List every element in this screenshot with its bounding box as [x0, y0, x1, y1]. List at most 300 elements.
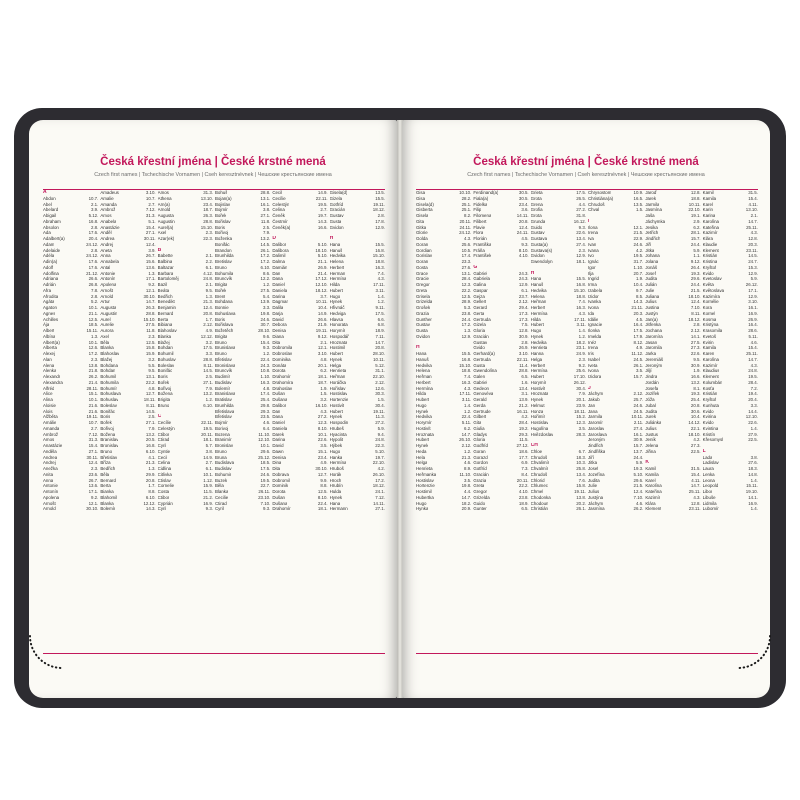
name-day-date: 9.9. [320, 477, 328, 483]
first-name: Alexej [43, 351, 55, 356]
first-name: Gvidon [329, 224, 344, 230]
name-day-date: 3.2. [148, 356, 156, 362]
name-day-date: 3.8. [205, 448, 213, 454]
first-name: Hýbek [329, 443, 343, 448]
name-day-date: 12.1. [317, 345, 328, 351]
first-name: Kristián [702, 253, 718, 259]
name-day-date: 20.3. [633, 310, 644, 316]
first-name: Hynek [530, 333, 544, 339]
first-name: Lada [702, 454, 713, 460]
first-name: Klement [702, 374, 719, 379]
first-name: Amos [43, 437, 55, 443]
name-day-date: 3.8. [750, 454, 758, 460]
first-name: Hermína [329, 276, 347, 282]
first-name: Bruno [214, 264, 227, 270]
name-day-date: 2.8. [377, 213, 385, 218]
name-day-date: 4.2. [377, 466, 385, 471]
name-column [158, 190, 213, 652]
first-name: Jonáš [645, 264, 658, 270]
first-name: Kryštof [702, 397, 717, 402]
first-name: Bojmír [214, 420, 228, 425]
first-name: Barbara [157, 270, 174, 276]
first-name: Hilda [329, 282, 340, 287]
name-day-date: 10.8. [260, 368, 271, 374]
name-day-date: 26.3. [145, 305, 156, 310]
first-name: Adolfina [43, 270, 59, 276]
name-day-date: 11.5. [519, 437, 529, 443]
first-name: Bohuslav [157, 356, 176, 362]
first-name: Izabela [587, 287, 603, 293]
name-day-date: 20.7. [633, 270, 644, 276]
name-day-date: 3.7. [320, 293, 328, 299]
first-name: Hospodin [329, 420, 349, 425]
first-name: Alenka [43, 368, 57, 374]
name-day-date: 2.8. [91, 247, 99, 253]
name-column [215, 190, 270, 652]
name-day-date: 25.6. [576, 368, 586, 374]
first-name: Hostivít [329, 402, 345, 408]
first-name: Gracián [329, 207, 346, 213]
first-name: Giulia [473, 425, 485, 431]
first-name: Golda [416, 236, 428, 241]
first-name: Andrej [43, 460, 56, 466]
first-name: Kora [702, 305, 712, 310]
name-day-date: 4.3. [750, 362, 758, 368]
first-name: Dominika [272, 356, 291, 362]
first-name: Hroznata [329, 339, 348, 345]
first-name: Boris [214, 316, 225, 322]
first-name: Ignác [587, 259, 599, 264]
name-day-date: 28.8. [518, 368, 529, 374]
first-name: Dana [272, 414, 283, 420]
name-day-date: 29.8. [260, 402, 271, 408]
first-name: Bernard [100, 477, 116, 483]
name-day-date: 12.3. [461, 282, 472, 287]
first-name: Gotfríd [473, 466, 487, 471]
first-name: Josef [587, 466, 599, 471]
first-name: Ctibor [157, 431, 170, 437]
first-name: C [157, 414, 162, 420]
name-day-date: 18.2. [461, 500, 472, 506]
name-day-date: 10.5. [461, 247, 472, 253]
name-day-date: 5.11. [461, 420, 472, 425]
first-name: Dita [272, 466, 281, 471]
name-day-date: 26.9. [748, 316, 758, 322]
name-day-date: 26.11. [258, 489, 271, 494]
name-day-date: 4.5. [521, 236, 529, 241]
name-day-date: 3.3. [205, 351, 213, 356]
name-day-date: 11.8. [260, 218, 271, 224]
first-name: Jeník [645, 437, 656, 443]
name-day-date: 12.4. [203, 305, 213, 310]
first-name: Helga [530, 356, 543, 362]
name-day-date: 3.1. [521, 391, 529, 397]
first-name: Jiřina [645, 448, 656, 454]
name-day-date: 20.1. [576, 397, 586, 402]
name-day-date: 15.4. [748, 195, 758, 201]
name-day-date: 24.12. [86, 241, 99, 247]
first-name: Branimír [214, 437, 232, 443]
first-name: Amos [100, 213, 112, 218]
name-day-date: 10.7. [145, 195, 156, 201]
first-name: Jáchymka [645, 218, 666, 224]
first-name: Bruno [157, 402, 170, 408]
name-day-date: 13.1. [145, 374, 156, 379]
name-day-date: 3.8. [262, 207, 271, 213]
name-day-date: 2.12. [633, 391, 644, 397]
first-name: Jolana [645, 259, 659, 264]
name-day-date: 8.2. [464, 213, 472, 218]
first-name: Hubert [416, 437, 430, 443]
first-name: Kamila [702, 195, 717, 201]
name-day-date: 28.8. [260, 190, 271, 195]
name-day-date: 7.3. [521, 466, 529, 471]
first-name: Daniel [272, 282, 285, 287]
name-day-date: 5.3. [464, 305, 472, 310]
first-name: Darina [272, 437, 286, 443]
name-day-date: 2.7. [148, 201, 156, 207]
first-name: Hermína [530, 310, 548, 316]
name-day-date: 18.12. [372, 207, 385, 213]
first-name: Branislav [100, 437, 119, 443]
name-day-date: 16.9. [748, 500, 758, 506]
name-day-date: 4.5. [635, 316, 644, 322]
first-name: Dalma [272, 259, 285, 264]
name-day-date: 9.5. [148, 368, 156, 374]
name-day-date: 6.10. [260, 264, 271, 270]
name-day-date: 17.5. [375, 310, 385, 316]
first-name: Brigita [157, 397, 171, 402]
first-name: J [587, 385, 591, 391]
name-day-date: 22.4. [461, 414, 472, 420]
name-day-date: 24.12. [459, 230, 472, 236]
name-day-date: 4.10. [518, 253, 529, 259]
first-name: Henrieta [416, 466, 433, 471]
first-name: Ladislav [702, 460, 719, 466]
first-name: Julius [645, 425, 657, 431]
name-day-date: 10.11. [688, 201, 701, 207]
name-day-date: 5.10. [633, 471, 644, 477]
first-name: Cidlina [157, 466, 172, 471]
first-name: Darek [272, 431, 285, 437]
name-day-date: 1.3. [205, 293, 213, 299]
name-entry [158, 506, 213, 512]
first-name: Františka [473, 241, 492, 247]
name-day-date: 27.1. [260, 213, 271, 218]
first-name: Gejza [473, 293, 485, 299]
first-name: Helena [530, 293, 545, 299]
name-day-date: 21.4. [317, 270, 328, 276]
first-name: Budislava [214, 460, 235, 466]
first-name: Bořek [157, 379, 170, 385]
name-day-date: 1.6. [521, 379, 529, 385]
name-day-date: 20.9. [461, 506, 472, 512]
name-day-date: 24.1. [375, 489, 385, 494]
name-day-date: 16.10. [315, 402, 328, 408]
name-day-date: 2.7. [91, 425, 99, 431]
name-day-date: 27.3. [690, 345, 701, 351]
name-day-date: 14.5. [145, 408, 156, 414]
first-name: Kvetoš [702, 333, 717, 339]
first-name: Heda [416, 448, 427, 454]
first-name: Dušan [272, 391, 286, 397]
name-day-date: 22.11. [516, 356, 529, 362]
name-day-date: 28.9. [461, 299, 472, 305]
name-day-date: 5.2. [91, 299, 99, 305]
first-name: Hermína [416, 385, 433, 391]
name-column [703, 190, 758, 652]
name-day-date: 18.10. [688, 431, 701, 437]
first-name: Juliánka [645, 420, 662, 425]
first-name: Alina [43, 397, 53, 402]
name-day-date: 17.2. [461, 322, 472, 328]
name-day-date: 2.12. [518, 299, 529, 305]
first-name: Aloisie [43, 402, 56, 408]
first-name: Helena [329, 259, 344, 264]
first-name: Cyprián [157, 500, 173, 506]
first-name: Dagmar [272, 299, 288, 305]
name-day-date: 10.11. [631, 414, 644, 420]
name-day-date: 23.4. [203, 201, 213, 207]
name-day-date: 19.2. [518, 425, 529, 431]
name-day-date: 22.10. [688, 207, 701, 213]
name-entry [272, 506, 327, 512]
first-name: Jeroným [645, 362, 663, 368]
first-name: Diana [272, 333, 284, 339]
first-name: Lubomír [702, 506, 719, 512]
name-day-date: 12.6. [88, 345, 99, 351]
name-day-date: 3.11. [375, 287, 385, 293]
name-day-date: 21.2. [518, 402, 529, 408]
name-day-date: 12.4. [633, 489, 644, 494]
right-footer-rule [416, 653, 758, 654]
name-day-date: 5.12. [375, 362, 385, 368]
first-name: Bazil [157, 282, 168, 287]
first-name: Gizela [473, 322, 486, 328]
first-name: Drahomír [272, 506, 291, 512]
name-day-date: 2.7. [320, 207, 328, 213]
name-day-date: 17.6. [88, 264, 99, 270]
name-day-date: 17.6. [88, 230, 99, 236]
name-day-date: 6.2. [693, 224, 701, 230]
first-name: Ivan [587, 241, 597, 247]
name-day-date: 13.2. [203, 391, 213, 397]
first-name: Gorislav [416, 253, 433, 259]
first-name: Chrudoš [530, 471, 548, 477]
first-name: Gertruda [473, 316, 491, 322]
name-day-date: 27.5. [260, 287, 271, 293]
name-day-date: 25.11. [746, 224, 758, 230]
first-name: Dan [272, 270, 281, 276]
first-name: Bronislav [100, 443, 119, 448]
name-day-date: 15.2. [576, 414, 586, 420]
first-name: Horáčka [329, 379, 346, 385]
name-day-date: 12.9. [461, 333, 472, 339]
name-day-date: 28.4. [518, 420, 529, 425]
first-name: Hedvika [530, 339, 547, 345]
name-day-date: 16.4. [633, 322, 644, 328]
name-day-date: 1.9. [635, 276, 644, 282]
first-name: Leopold [702, 483, 719, 489]
first-name: Brunhilda [214, 253, 234, 259]
name-day-date: 15.6. [145, 259, 156, 264]
name-day-date: 7.10. [260, 500, 271, 506]
name-day-date: 3.5. [635, 368, 644, 374]
first-name: Adalbert(a) [43, 236, 65, 241]
name-day-date: 17.10. [573, 374, 586, 379]
first-name: Abraham [43, 218, 61, 224]
name-day-date: 14.9. [317, 310, 328, 316]
name-day-date: 4.3. [464, 236, 472, 241]
first-name: Jaromila [645, 345, 662, 351]
first-name: Jasan [645, 339, 658, 345]
name-day-date: 4.10. [518, 489, 529, 494]
first-name: Ilja [587, 270, 594, 276]
name-day-date: 21.4. [88, 379, 99, 385]
first-name: Anastázie [43, 443, 63, 448]
name-day-date: 24.3. [260, 362, 271, 368]
first-name: Hynek [416, 408, 429, 414]
first-name: Bruna [214, 454, 227, 460]
name-day-date: 2.12. [203, 322, 213, 328]
first-name: Libor [702, 489, 713, 494]
name-day-date: 14.8. [748, 471, 758, 477]
name-day-date: 10.4. [633, 282, 644, 287]
name-day-date: 26.2. [88, 374, 99, 379]
first-name: Amanda [43, 425, 60, 431]
name-column [272, 190, 327, 652]
name-day-date: 13.6. [88, 483, 99, 489]
first-name: Hubert [329, 351, 343, 356]
name-day-date: 28.4. [748, 379, 758, 385]
name-day-date: 24.11. [459, 224, 472, 230]
first-name: Chvalmír [530, 466, 549, 471]
first-name: Karolína [702, 218, 719, 224]
first-name: Jasmína [587, 506, 605, 512]
first-name: I [587, 218, 590, 224]
name-day-date: 2.5. [262, 224, 271, 230]
name-day-date: 25.6. [461, 241, 472, 247]
first-name: Daniel [272, 420, 285, 425]
name-day-date: 5.1. [148, 218, 156, 224]
name-day-date: 16.1. [260, 201, 271, 207]
first-name: Kosťa [702, 385, 715, 391]
first-name: Andrea [100, 236, 115, 241]
name-day-date: 15.4. [260, 339, 271, 345]
first-name: Gerhard(a) [473, 351, 495, 356]
name-entry [473, 506, 528, 512]
first-name: Kvintina [702, 425, 719, 431]
first-name: Dina [272, 460, 282, 466]
first-name: Adolf [43, 264, 54, 270]
name-day-date: 2.1. [750, 213, 758, 218]
first-name: Klaudie [702, 241, 718, 247]
first-name: Filip [473, 207, 482, 213]
first-name: Jáchym [587, 391, 604, 397]
first-name: Juliana [645, 293, 660, 299]
first-name: Gwendolyn [530, 259, 553, 264]
name-day-date: 27.2. [317, 414, 328, 420]
first-name: Gedeon [473, 385, 489, 391]
name-day-date: 26.1. [576, 506, 586, 512]
name-day-date: 26.1. [633, 362, 644, 368]
first-name: Čeněk [272, 213, 286, 218]
first-name: Daniela [272, 287, 288, 293]
name-day-date: 1.3. [148, 466, 156, 471]
first-name: Hostimil [416, 489, 432, 494]
first-name: Jarmila [645, 201, 660, 207]
first-name: Kryštof [702, 264, 717, 270]
first-name: Jiří [645, 241, 652, 247]
first-name: Bedřich [100, 466, 116, 471]
first-name: Gita [416, 218, 425, 224]
name-day-date: 4.9. [635, 345, 644, 351]
name-day-date: 15.10. [459, 362, 472, 368]
first-name: Jindra [645, 374, 658, 379]
first-name: Chrysostom [587, 190, 612, 195]
name-day-date: 12.10. [315, 282, 328, 287]
first-name: Jelena [645, 443, 659, 448]
name-day-date: 13.1. [461, 270, 472, 276]
first-name: Chodonka [530, 494, 551, 500]
first-name: Arnošt [43, 500, 56, 506]
name-day-date: 30.4. [576, 385, 586, 391]
name-day-date: 14.11. [373, 500, 385, 506]
first-name: Jasmína [645, 207, 662, 213]
name-day-date: 1.2. [578, 333, 586, 339]
first-name: Chval [587, 207, 600, 213]
first-name: Benedikt [157, 299, 175, 305]
first-name: Gabriela [473, 276, 490, 282]
first-name: Dobromil [272, 477, 290, 483]
left-page-subtitle: Czech first names | Tschechische Vornamen | Cseh keresztnévnek | Чешские крестьянские имена [94, 172, 332, 178]
first-name: Abigail [43, 213, 57, 218]
name-day-date: 15.5. [576, 276, 586, 282]
first-name: Hubert [329, 287, 343, 293]
name-day-date: 29.9. [145, 471, 156, 477]
name-day-date: 10.1. [88, 397, 99, 402]
name-day-date: 12.4. [88, 460, 99, 466]
name-day-date: 7.4. [464, 374, 472, 379]
name-day-date: 13.10. [200, 195, 213, 201]
first-name: Gusta [416, 328, 428, 333]
name-day-date: 16.6. [317, 224, 328, 230]
name-day-date: 15.5. [461, 351, 472, 356]
left-page-title: Česká křestní jména | České krstné mená [100, 156, 326, 168]
name-day-date: 14.1. [748, 494, 758, 500]
name-day-date: 26.7. [145, 253, 156, 259]
name-day-date: 17.5. [203, 345, 213, 351]
first-name: Jozefína [587, 471, 605, 477]
first-name: Justus [645, 431, 659, 437]
first-name: Christián [530, 506, 548, 512]
first-name: Kazimíra [702, 293, 720, 299]
first-name: Boris [214, 224, 225, 230]
name-day-date: 31.3. [145, 213, 156, 218]
first-name: Bonifác [100, 408, 115, 414]
first-name: Gustav [530, 230, 545, 236]
name-day-date: 10.11. [373, 356, 385, 362]
name-day-date: 27.5. [690, 339, 701, 345]
first-name: Hanna [530, 351, 544, 356]
name-entry [330, 506, 385, 512]
first-name: Jarmila [587, 414, 603, 420]
name-day-date: 5.9. [750, 276, 758, 282]
name-day-date: 24.8. [375, 437, 385, 443]
name-day-date: 19.5. [317, 201, 328, 207]
first-name: Cecil [157, 454, 168, 460]
name-day-date: 5.10. [317, 241, 328, 247]
